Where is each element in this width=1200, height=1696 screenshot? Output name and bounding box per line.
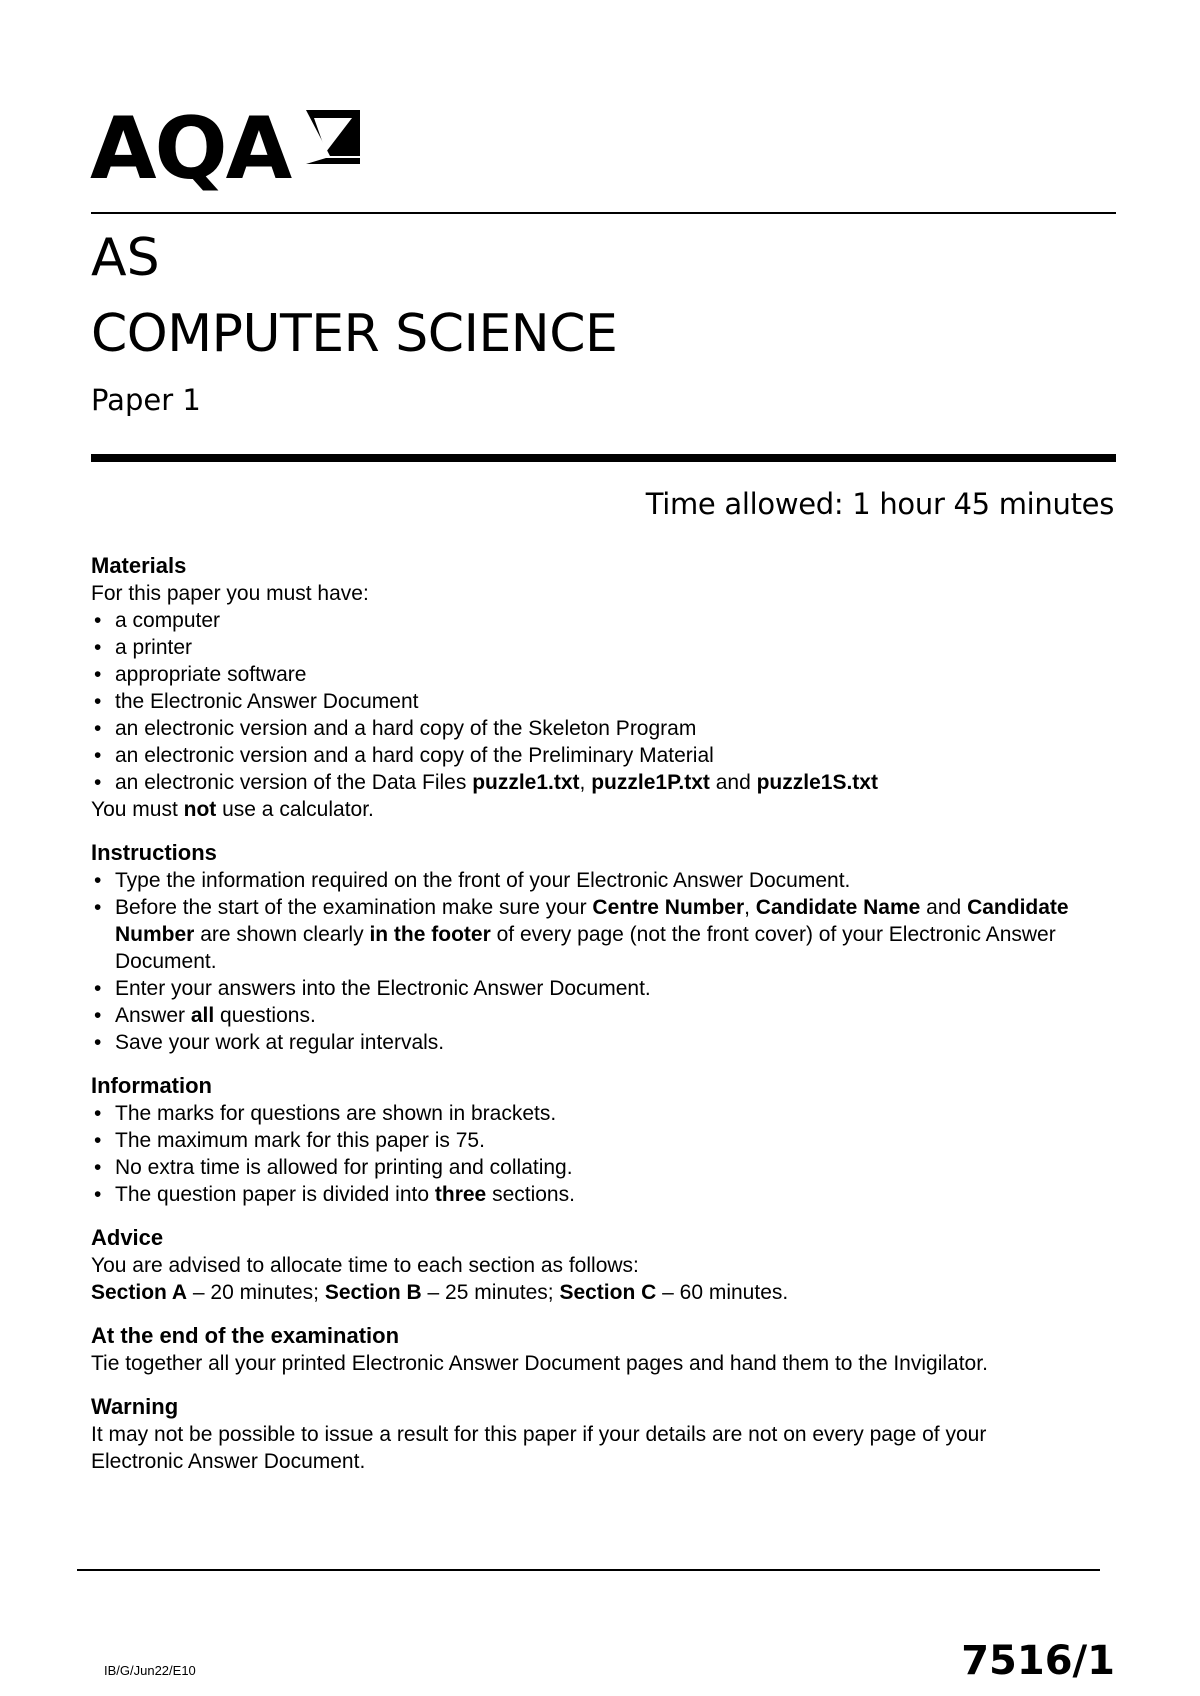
- list-item: • Enter your answers into the Electronic Answer Document.: [91, 975, 1111, 1002]
- emphasis: Candidate Number: [115, 896, 1069, 946]
- list-item: • a printer: [91, 634, 1111, 661]
- text: an electronic version of the Data Files: [115, 771, 473, 794]
- list-item: • Save your work at regular intervals.: [91, 1029, 1111, 1056]
- text: You must: [91, 798, 184, 821]
- list-item: • the Electronic Answer Document: [91, 688, 1111, 715]
- front-cover-content: [91, 552, 1111, 1491]
- list-item: • The marks for questions are shown in brackets.: [91, 1100, 1111, 1127]
- list-item: [91, 1002, 1111, 1029]
- end-heading: At the end of the examination: [91, 1323, 400, 1348]
- aqa-logo: [90, 100, 390, 210]
- emphasis: not: [183, 798, 217, 821]
- materials-section: [91, 552, 1111, 823]
- text: – 25 minutes;: [421, 1281, 560, 1304]
- warning-section: [91, 1393, 1111, 1475]
- instructions-section: [91, 839, 1111, 1056]
- list-item-data-files: [91, 769, 1111, 796]
- text: sections.: [486, 1183, 575, 1206]
- list-item: • an electronic version and a hard copy of the Skeleton Program: [91, 715, 1111, 742]
- list-item: [91, 1181, 1111, 1208]
- text: – 60 minutes.: [656, 1281, 789, 1304]
- advice-section: [91, 1224, 1111, 1306]
- emphasis: Candidate Name: [755, 896, 921, 919]
- section-label: Section C: [559, 1281, 657, 1304]
- text: use a calculator.: [216, 798, 374, 821]
- text: Before the start of the examination make sure your: [115, 896, 593, 919]
- text: questions.: [214, 1004, 316, 1027]
- paper-number: Paper 1: [91, 383, 201, 417]
- section-label: Section A: [91, 1281, 188, 1304]
- header-rule: [91, 212, 1116, 214]
- text: – 20 minutes;: [187, 1281, 325, 1304]
- text: and: [920, 896, 968, 919]
- text: The question paper is divided into: [115, 1183, 435, 1206]
- list-item: • an electronic version and a hard copy of the Preliminary Material: [91, 742, 1111, 769]
- materials-heading: Materials: [91, 553, 187, 578]
- end-section: [91, 1322, 1111, 1377]
- paper-code: 7516/1: [961, 1638, 1115, 1684]
- section-label: Section B: [324, 1281, 422, 1304]
- text: and: [709, 771, 757, 794]
- footer-rule: [77, 1569, 1100, 1571]
- information-heading: Information: [91, 1073, 212, 1098]
- emphasis: three: [434, 1183, 487, 1206]
- calculator-note: [91, 796, 1111, 823]
- footer-reference: IB/G/Jun22/E10: [104, 1663, 196, 1678]
- time-allowed: Time allowed: 1 hour 45 minutes: [645, 487, 1114, 521]
- list-item: • No extra time is allowed for printing and collating.: [91, 1154, 1111, 1181]
- end-text: Tie together all your printed Electronic Answer Document pages and hand them to the Invigilator.: [91, 1352, 988, 1375]
- title-rule: [91, 454, 1116, 462]
- emphasis: all: [190, 1004, 215, 1027]
- qualification-level: AS: [91, 228, 160, 288]
- instructions-heading: Instructions: [91, 840, 217, 865]
- list-item: • The maximum mark for this paper is 75.: [91, 1127, 1111, 1154]
- text: of every page (not the front cover) of your Electronic Answer Document.: [115, 923, 1056, 973]
- logo-wordmark: AQA: [90, 99, 291, 199]
- text: ,: [744, 896, 756, 919]
- information-list: [91, 1100, 1111, 1208]
- text: are shown clearly: [194, 923, 370, 946]
- warning-text: It may not be possible to issue a result for this paper if your details are not on every page of your Electronic Answer Document.: [91, 1423, 987, 1473]
- warning-heading: Warning: [91, 1394, 179, 1419]
- list-item: [91, 894, 1111, 975]
- text: Answer: [115, 1004, 191, 1027]
- advice-heading: Advice: [91, 1225, 164, 1250]
- file-name: puzzle1.txt: [472, 771, 580, 794]
- advice-intro: You are advised to allocate time to each section as follows:: [91, 1254, 639, 1277]
- file-name: puzzle1S.txt: [756, 771, 878, 794]
- list-item: • appropriate software: [91, 661, 1111, 688]
- file-name: puzzle1P.txt: [591, 771, 710, 794]
- list-item: • a computer: [91, 607, 1111, 634]
- materials-intro: For this paper you must have:: [91, 582, 369, 605]
- text: ,: [579, 771, 592, 794]
- instructions-list: [91, 867, 1111, 1056]
- logo-mark-icon: [302, 106, 364, 168]
- emphasis: in the footer: [369, 923, 491, 946]
- materials-list: [91, 607, 1111, 796]
- information-section: [91, 1072, 1111, 1208]
- list-item: • Type the information required on the front of your Electronic Answer Document.: [91, 867, 1111, 894]
- subject-title: COMPUTER SCIENCE: [91, 304, 618, 364]
- emphasis: Centre Number: [592, 896, 745, 919]
- section-timings: [91, 1279, 1111, 1306]
